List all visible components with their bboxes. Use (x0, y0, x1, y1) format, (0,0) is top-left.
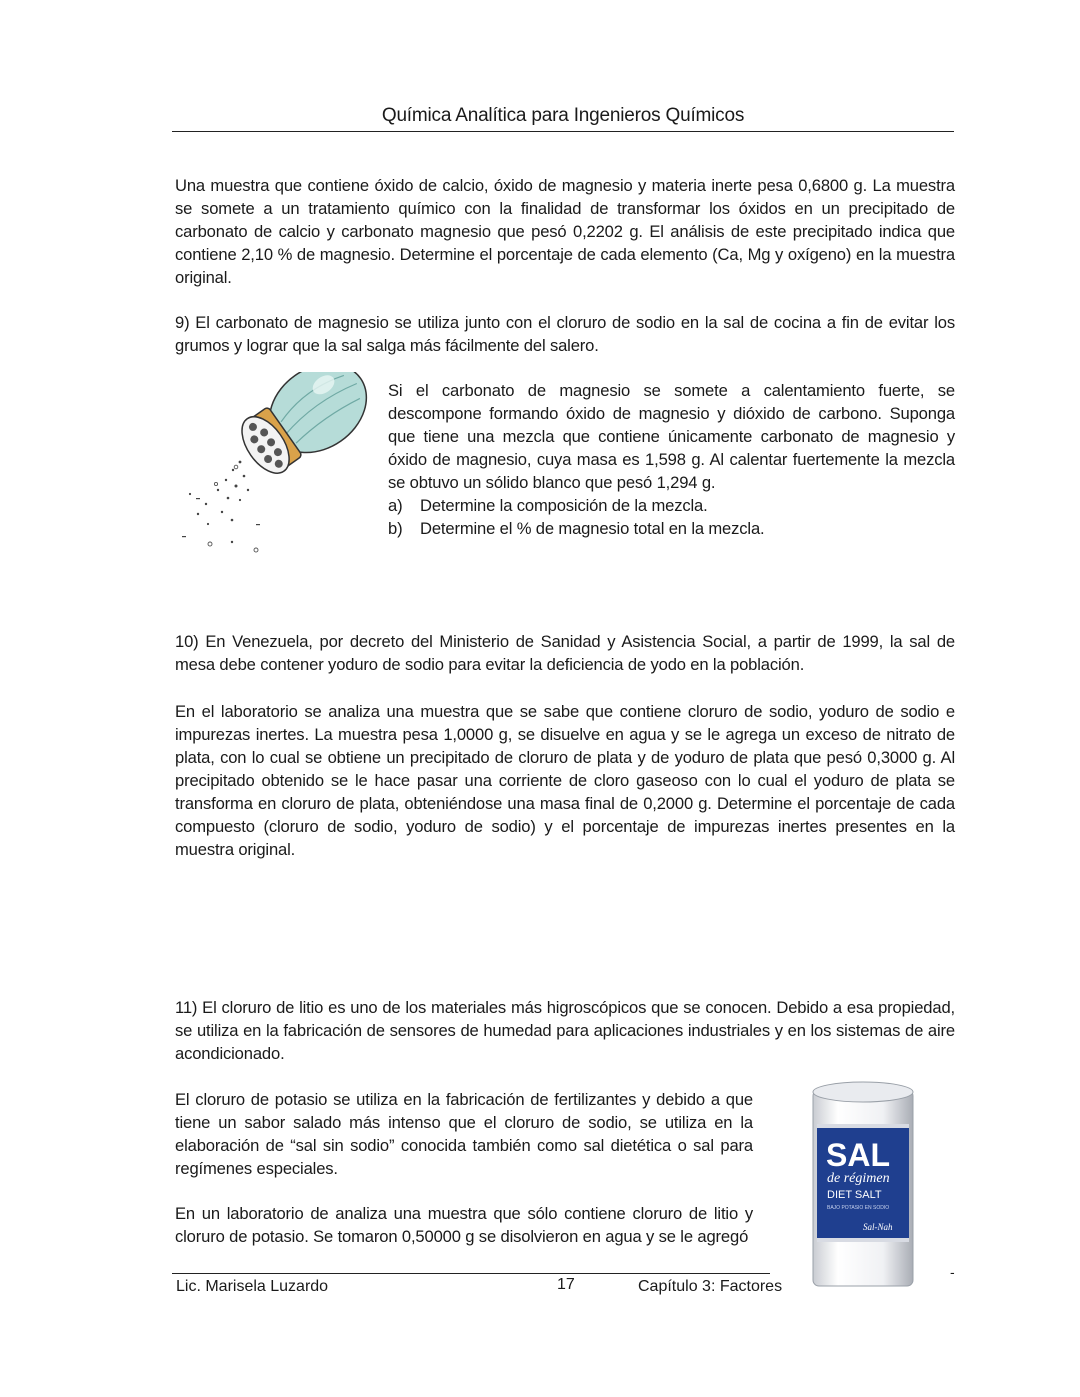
salt-shaker-illustration (178, 372, 373, 557)
container-brand-text: SAL (826, 1137, 890, 1173)
header-divider (172, 131, 954, 132)
problem-11-intro: 11) El cloruro de litio es uno de los materiales más higroscópicos que se conocen. Debido a esa propiedad, se utiliza en la fabricación de sensores de humedad para aplicaciones industriales y en los sistemas de aire acondicionado. (175, 998, 955, 1063)
footer-author: Lic. Marisela Luzardo (176, 1278, 329, 1295)
problem-9-text: Si el carbonato de magnesio se somete a calentamiento fuerte, se descompone formando óxido de magnesio y dióxido de carbono. Suponga que tiene una mezcla que contiene únicamente carbonato de magnesio y óxido de magnesio, cuya masa es 1,598 g. Al calentar fuertemente la mezcla se obtuvo un sólido blanco que pesó 1,294 g. (388, 381, 955, 492)
page-header: Química Analítica para Ingenieros Químicos (381, 105, 745, 126)
container-maker-text: Sal-Nah (863, 1222, 893, 1232)
footer-divider (172, 1273, 770, 1274)
problem-11-body-1: El cloruro de potasio se utiliza en la fabricación de fertilizantes y debido a que tiene un sabor salado más intenso que el cloruro de sodio, se utiliza en la elaboración de “sal sin sodio” conocida también como sal dietética o sal para regímenes especiales. (175, 1090, 753, 1178)
problem-10-intro: 10) En Venezuela, por decreto del Ministerio de Sanidad y Asistencia Social, a partir de 1999, la sal de mesa debe contener yoduro de sodio para evitar la deficiencia de yodo en la población. (175, 632, 955, 674)
page-number: 17 (557, 1276, 575, 1293)
problem-intro-paragraph: Una muestra que contiene óxido de calcio, óxido de magnesio y materia inerte pesa 0,6800 g. La muestra se somete a un tratamiento químico con la finalidad de transformar los óxidos en un precipitado de carbonato de calcio y carbonato magnesio que pesó 0,2202 g. El análisis de este precipitado indica que contiene 2,10 % de magnesio. Determine el porcentaje de cada elemento (Ca, Mg y oxígeno) en la muestra original. (175, 176, 955, 287)
salt-container-image (805, 1074, 945, 1296)
problem-11-body-2: En un laboratorio de analiza una muestra que sólo contiene cloruro de litio y cloruro de potasio. Se tomaron 0,50000 g se disolvieron en agua y se le agregó (175, 1204, 753, 1246)
stray-mark: - (950, 1264, 955, 1280)
problem-9-intro: 9) El carbonato de magnesio se utiliza junto con el cloruro de sodio en la sal de cocina a fin de evitar los grumos y lograr que la sal salga más fácilmente del salero. (175, 313, 955, 355)
problem-9-body (388, 379, 955, 540)
footer-chapter: Capítulo 3: Factores (638, 1278, 783, 1295)
problem-9-option-b: b) Determine el % de magnesio total en la mezcla. (388, 519, 765, 538)
problem-9-option-a: a) Determine la composición de la mezcla. (388, 496, 708, 515)
container-small-text: BAJO POTASIO EN SODIO (827, 1205, 890, 1211)
problem-10-body: En el laboratorio se analiza una muestra que se sabe que contiene cloruro de sodio, yoduro de sodio e impurezas inertes. La muestra pesa 1,0000 g, se disuelve en agua y se le agrega un exceso de nitrato de plata, con lo cual se obtiene un precipitado de cloruro de plata y de yoduro de plata que pesó 0,3000 g. Al precipitado obtenido se le hace pasar una corriente de cloro gaseoso con lo cual el yoduro de plata se transforma en cloruro de plata, obteniéndose una masa final de 0,2000 g. Determine el porcentaje de cada compuesto (cloruro de sodio, yoduro de sodio) y el porcentaje de impurezas inertes presentes en la muestra original. (175, 702, 955, 859)
container-subtitle-text: de régimen (827, 1171, 890, 1186)
container-diet-text: DIET SALT (827, 1189, 882, 1201)
